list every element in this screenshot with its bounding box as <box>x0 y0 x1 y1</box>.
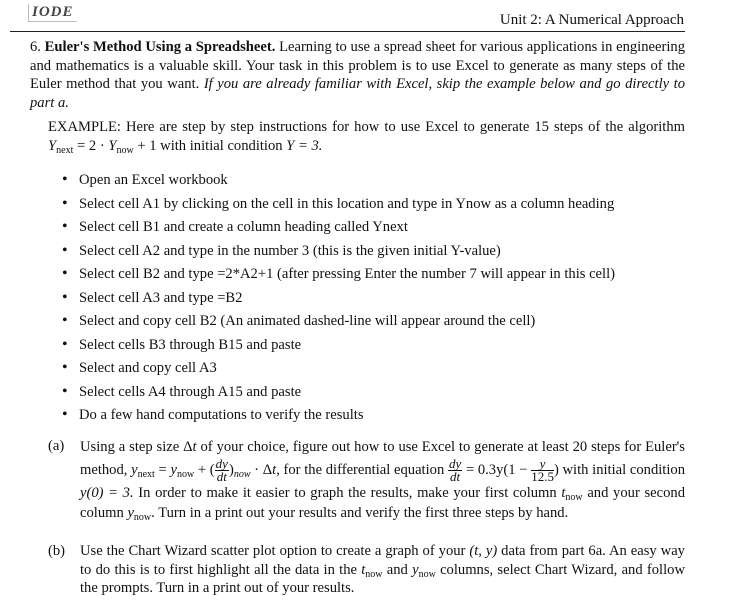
list-item: • Select and copy cell B2 (An animated dashed-line will appear around the cell) <box>62 309 682 333</box>
dy-dt-fraction: $\frac{dy}{dt}$ <box>448 455 462 484</box>
list-item: • Select cell A1 by clicking on the cell in this location and type in Ynow as a column heading <box>62 192 682 216</box>
list-item: • Select cells A4 through A15 and paste <box>62 380 682 404</box>
list-item: • Open an Excel workbook <box>62 168 682 192</box>
problem-title: Euler's Method Using a Spreadsheet. <box>44 39 276 55</box>
list-item: • Select cell A2 and type in the number 3 (this is the given initial Y-value) <box>62 239 682 263</box>
problem-intro: 6. Euler's Method Using a Spreadsheet. Learning to use a spread sheet for various applications in engineering and mathematics is a valuable skill. Your task in this problem is to use Excel to generate as many steps of the Euler method that you want. If you are already familiar with Excel, skip the example below and go directly to part a. <box>30 39 686 112</box>
list-item: • Select and copy cell A3 <box>62 356 682 380</box>
header-rule <box>10 31 685 32</box>
iode-logo: IODE <box>28 4 77 22</box>
list-item: • Select cell A3 and type =B2 <box>62 286 682 310</box>
unit-title: Unit 2: A Numerical Approach <box>499 12 684 28</box>
list-item: • Select cells B3 through B15 and paste <box>62 333 682 357</box>
list-item: • Select cell B1 and create a column heading called Ynext <box>62 215 682 239</box>
list-item: • Do a few hand computations to verify the results <box>62 403 682 427</box>
y-over-fraction: $\frac{y}{12.5}$ <box>531 455 554 484</box>
example-paragraph: EXAMPLE: Here are step by step instructions for how to use Excel to generate 15 steps of the algorithm $Y_{next} = 2 \cdot Y_{now} + 1$ with initial condition Y = 3. <box>48 119 685 156</box>
dy-dt-fraction: $\frac{dy}{dt}$ <box>215 455 228 484</box>
list-item: • Select cell B2 and type =2*A2+1 (after pressing Enter the number 7 will appear in this cell) <box>62 262 682 286</box>
part-a: (a) Using a step size Δt of your choice, figure out how to use Excel to generate at least 20 steps for Euler's method, $y_{next} = y_{now}$ + ( $\frac{dy}{dt}$ )$_{now} \cdot \Delta t$, for the differential equation $\frac{dy}{dt}$ = 0.3y(1 − $\frac{y}{12.5}$ ) with initial condition y(0) = 3. In order to make it easier to graph the results, make your first column $t_{now}$ and your second column $y_{now}$. Turn in a print out your results and verify the first three steps by hand. <box>48 438 686 523</box>
step-list <box>62 168 682 427</box>
part-b: (b) Use the Chart Wizard scatter plot option to create a graph of your (t, y) data from part 6a. An easy way to do this is to first highlight all the data in the $t_{now}$ and $y_{now}$ columns, select Chart Wizard, and follow the prompts. Turn in a print out of your results. <box>48 543 685 597</box>
